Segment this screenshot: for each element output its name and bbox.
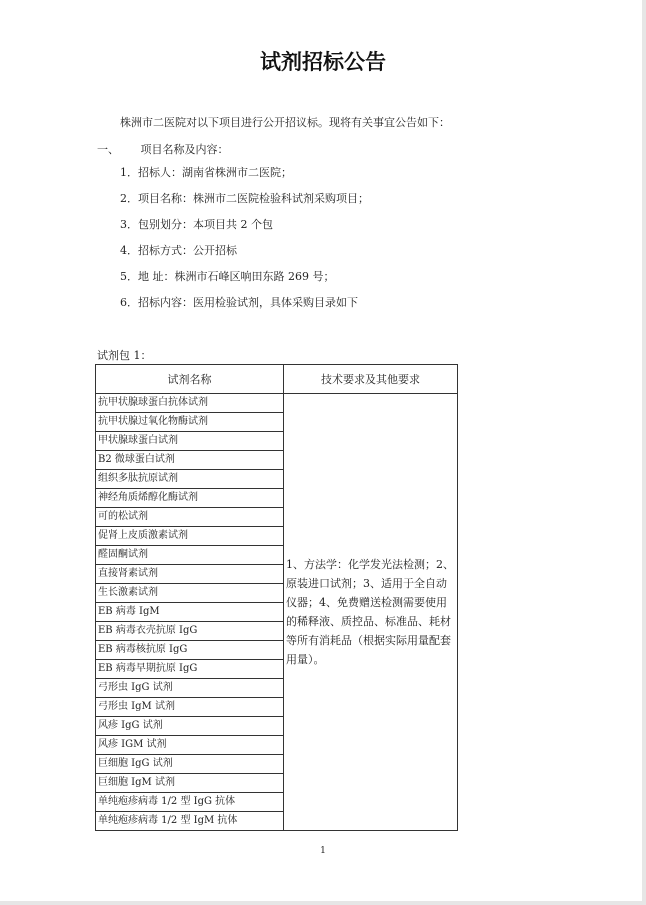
reagent-name-cell: 风疹 IGM 试剂	[96, 736, 284, 755]
reagent-name-cell: 弓形虫 IgG 试剂	[96, 679, 284, 698]
reagent-name-cell: 甲状腺球蛋白试剂	[96, 432, 284, 451]
page-edge-bottom	[0, 901, 646, 905]
requirements-cell: 1、方法学：化学发光法检测；2、原装进口试剂；3、适用于全自动仪器；4、免费赠送检测需要使用的稀释液、质控品、标准品、耗材等所有消耗品（根据实际用量配套用量）。	[284, 394, 458, 831]
section-heading	[97, 141, 229, 157]
reagent-name-cell: 可的松试剂	[96, 508, 284, 527]
list-item: 4．招标方式：公开招标	[120, 244, 237, 257]
table-row	[96, 394, 458, 413]
reagent-name-cell: 生长激素试剂	[96, 584, 284, 603]
reagent-name-cell: B2 微球蛋白试剂	[96, 451, 284, 470]
reagent-name-cell: 抗甲状腺球蛋白抗体试剂	[96, 394, 284, 413]
reagent-name-cell: 醛固酮试剂	[96, 546, 284, 565]
reagent-name-cell: 单纯疱疹病毒 1/2 型 IgG 抗体	[96, 793, 284, 812]
page-number: 1	[320, 846, 326, 856]
reagent-name-cell: 巨细胞 IgM 试剂	[96, 774, 284, 793]
table-header-requirements: 技术要求及其他要求	[284, 365, 458, 394]
section-number: 一、	[97, 143, 119, 156]
package-label: 试剂包 1：	[97, 349, 152, 362]
reagent-name-cell: EB 病毒核抗原 IgG	[96, 641, 284, 660]
project-item-list	[120, 166, 369, 322]
reagent-name-cell: 弓形虫 IgM 试剂	[96, 698, 284, 717]
list-item: 1．招标人：湖南省株洲市二医院；	[120, 166, 292, 179]
list-item: 2．项目名称：株洲市二医院检验科试剂采购项目；	[120, 192, 369, 205]
reagent-name-cell: 单纯疱疹病毒 1/2 型 IgM 抗体	[96, 812, 284, 831]
reagent-name-cell: EB 病毒早期抗原 IgG	[96, 660, 284, 679]
reagent-name-cell: EB 病毒 IgM	[96, 603, 284, 622]
reagent-name-cell: EB 病毒衣壳抗原 IgG	[96, 622, 284, 641]
reagent-name-cell: 神经角质烯醇化酶试剂	[96, 489, 284, 508]
reagent-name-cell: 促肾上皮质激素试剂	[96, 527, 284, 546]
table-header-name: 试剂名称	[96, 365, 284, 394]
reagent-name-cell: 风疹 IgG 试剂	[96, 717, 284, 736]
reagent-name-cell: 抗甲状腺过氧化物酶试剂	[96, 413, 284, 432]
reagent-name-cell: 组织多肽抗原试剂	[96, 470, 284, 489]
table-header-row	[96, 365, 458, 394]
reagent-name-cell: 巨细胞 IgG 试剂	[96, 755, 284, 774]
section-title: 项目名称及内容：	[140, 143, 229, 156]
reagent-name-cell: 直接肾素试剂	[96, 565, 284, 584]
document-title: 试剂招标公告	[260, 50, 386, 74]
reagent-table	[95, 364, 458, 831]
list-item: 6．招标内容：医用检验试剂，具体采购目录如下	[120, 296, 358, 309]
page-edge-right	[642, 0, 646, 905]
list-item: 5．地 址：株洲市石峰区响田东路 269 号；	[120, 270, 335, 283]
list-item: 3．包别划分：本项目共 2 个包	[120, 218, 273, 231]
intro-paragraph: 株洲市二医院对以下项目进行公开招议标。现将有关事宜公告如下：	[120, 116, 450, 129]
